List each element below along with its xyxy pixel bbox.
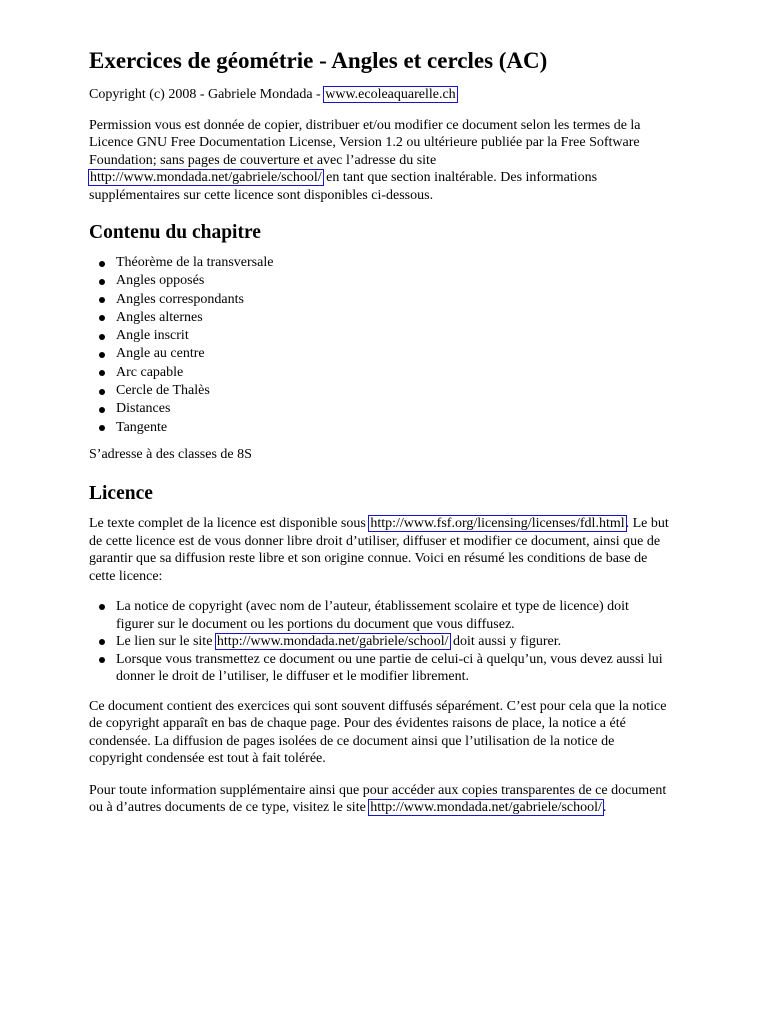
list-item-text: Angle inscrit	[116, 328, 189, 344]
condition-school-link[interactable]: http://www.mondada.net/gabriele/school/	[216, 634, 449, 650]
list-item-text: Angles opposés	[116, 273, 205, 289]
bullet-icon	[99, 352, 105, 358]
list-item	[89, 651, 669, 686]
list-item	[89, 633, 669, 651]
list-item	[89, 598, 669, 633]
final-school-link[interactable]: http://www.mondada.net/gabriele/school/	[370, 800, 602, 816]
list-item	[89, 272, 669, 290]
ecoleaquarelle-link[interactable]: www.ecoleaquarelle.ch	[325, 87, 456, 102]
list-item	[89, 291, 669, 309]
permission-text-after: en tant que section inaltérable. Des informations supplémentaires sur cette licence sont disponibles ci-dessous.	[89, 170, 598, 203]
bullet-icon	[99, 657, 105, 663]
bullet-icon	[99, 639, 105, 645]
fsf-licence-link[interactable]: http://www.fsf.org/licensing/licenses/fdl.html	[370, 516, 625, 532]
condition-link-before: Le lien sur le site	[116, 634, 216, 650]
list-item	[89, 364, 669, 382]
bullet-icon	[99, 315, 105, 321]
chapter-heading: Contenu du chapitre	[89, 222, 261, 243]
list-item	[89, 382, 669, 400]
list-item	[89, 400, 669, 418]
final-paragraph	[89, 782, 669, 817]
bullet-icon	[99, 604, 105, 610]
list-item	[89, 309, 669, 327]
licence-conditions-list	[89, 598, 669, 686]
list-item-text: Cercle de Thalès	[116, 383, 210, 399]
list-item-text: Tangente	[116, 419, 168, 435]
licence-heading: Licence	[89, 483, 153, 505]
list-item-text: Distances	[116, 401, 171, 417]
copyright-text: Copyright (c) 2008 - Gabriele Mondada -	[89, 87, 325, 102]
list-item	[89, 345, 669, 363]
final-text-before: Pour toute information supplémentaire ainsi que pour accéder aux copies transparentes de ce document ou à d’autres documents de ce type, visitez le site	[89, 782, 667, 816]
list-item-text: Théorème de la transversale	[116, 255, 274, 270]
final-text-after: .	[602, 800, 607, 816]
permission-text-before: Permission vous est donnée de copier, distribuer et/ou modifier ce document selon les termes de la Licence GNU Free Documentation License, Version 1.2 ou ultérieure publiée par la Free Software Foundation; sans pages de couverture et avec l’adresse du site	[89, 117, 641, 168]
list-item-text: Angle au centre	[116, 346, 205, 362]
bullet-icon	[99, 297, 105, 303]
list-item	[89, 419, 669, 437]
list-item-text: Arc capable	[116, 364, 184, 380]
condition-copyright-text: La notice de copyright (avec nom de l’auteur, établissement scolaire et type de licence) doit figurer sur le document ou les portions du document que vous diffusez.	[116, 599, 629, 632]
document-note-paragraph: Ce document contient des exercices qui sont souvent diffusés séparément. C’est pour cela que la notice de copyright apparaît en bas de chaque page. Pour des évidentes raisons de place, la notice a été condensée. La diffusion de pages isolées de ce document ainsi que l’utilisation de la notice de copyright condensée est tout à fait tolérée.	[89, 698, 667, 767]
licence-intro	[89, 515, 669, 585]
condition-share-text: Lorsque vous transmettez ce document ou une partie de celui-ci à quelqu’un, vous devez aussi lui donner le droit de l’utiliser, le diffuser et le modifier librement.	[116, 651, 663, 685]
bullet-icon	[99, 407, 105, 413]
bullet-icon	[99, 261, 105, 267]
bullet-icon	[99, 334, 105, 340]
condition-link-after: doit aussi y figurer.	[449, 634, 562, 650]
list-item-text: Angles alternes	[116, 309, 203, 325]
document-content	[89, 46, 669, 817]
chapter-list	[89, 254, 669, 437]
list-item	[89, 254, 669, 272]
copyright-line	[89, 86, 669, 104]
list-item	[89, 327, 669, 345]
list-item-text: Angles correspondants	[116, 291, 244, 307]
permission-paragraph	[89, 117, 669, 205]
page-title: Exercices de géométrie - Angles et cercles (AC)	[89, 48, 548, 73]
licence-intro-before: Le texte complet de la licence est disponible sous	[89, 516, 370, 532]
bullet-icon	[99, 370, 105, 376]
audience-note: S’adresse à des classes de 8S	[89, 446, 252, 462]
bullet-icon	[99, 389, 105, 395]
permission-school-link[interactable]: http://www.mondada.net/gabriele/school/	[90, 170, 322, 185]
bullet-icon	[99, 279, 105, 285]
bullet-icon	[99, 425, 105, 431]
licence-intro-after: . Le but de cette licence est de vous donner libre droit d’utiliser, diffuser et modifier ce document, ainsi que de garantir que sa diffusion reste libre et son origine connue. Voici en résumé les conditions de base de cette licence:	[89, 516, 669, 584]
